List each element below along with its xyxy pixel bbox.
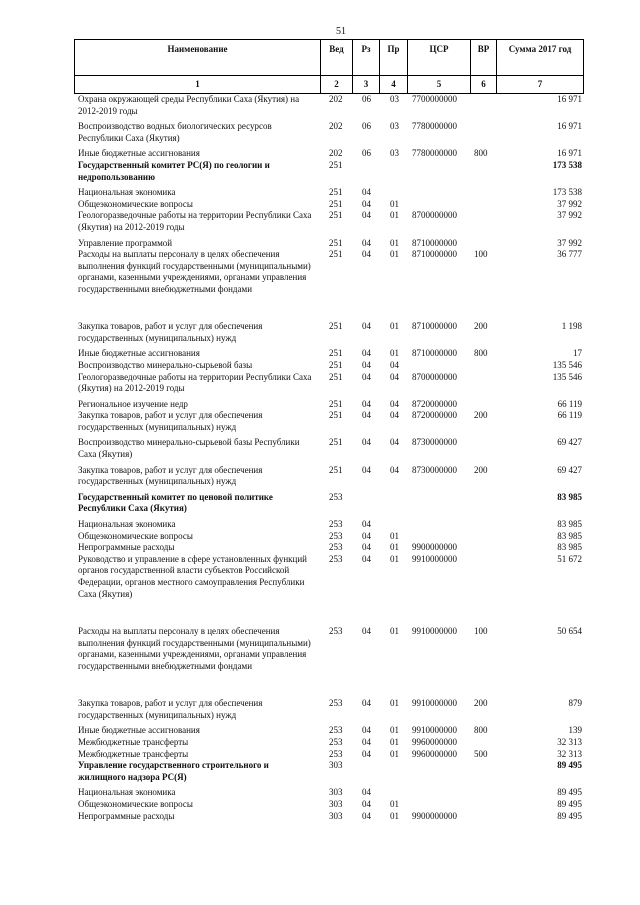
row-vr [470,372,496,399]
row-pr: 01 [390,530,399,541]
row-csr: 9910000000 [412,698,457,709]
row-name: Иные бюджетные ассигнования [78,148,200,159]
row-csr: 7780000000 [412,121,457,132]
row-ved: 253 [329,542,343,553]
table-header-numbers [74,76,584,94]
row-ved: 303 [329,810,343,821]
row-csr [407,799,470,811]
row-csr: 8730000000 [412,464,457,475]
row-rz [352,492,379,519]
row-vr: 200 [474,464,488,475]
row-rz: 04 [362,371,371,382]
row-ved: 253 [329,519,343,530]
budget-table [74,39,584,822]
row-name: Закупка товаров, работ и услуг для обеспечения государственных (муниципальных) нужд [78,698,263,720]
row-name: Закупка товаров, работ и услуг для обеспечения государственных (муниципальных) нужд [78,321,263,343]
table-row [74,542,584,554]
row-sum: 83 985 [557,530,582,541]
table-row [74,249,584,321]
row-csr [407,160,470,187]
row-csr: 8700000000 [412,210,457,221]
row-vr: 200 [474,698,488,709]
row-name: Руководство и управление в сфере установленных функций органов государственной власти субъектов Российской Федерации, органов местного самоуправления Республики Саха (Якутия) [78,553,307,599]
row-rz: 04 [362,542,371,553]
row-vr [470,399,496,411]
row-name: Национальная экономика [78,787,176,798]
row-csr: 8710000000 [412,249,457,260]
header-vr: ВР [470,40,496,75]
row-ved: 253 [329,626,343,637]
row-name: Закупка товаров, работ и услуг для обеспечения государственных (муниципальных) нужд [78,410,263,432]
row-pr: 03 [390,94,399,104]
row-pr: 04 [390,398,399,409]
row-csr: 9900000000 [412,810,457,821]
row-ved: 303 [329,760,343,771]
page-number: 51 [336,26,346,37]
row-pr: 01 [390,698,399,709]
row-sum: 16 971 [557,94,582,104]
row-vr [470,531,496,543]
row-ved: 251 [329,187,343,198]
row-vr [470,238,496,250]
row-vr [470,121,496,148]
table-row [74,94,584,121]
row-sum: 69 427 [557,464,582,475]
row-rz: 04 [362,187,371,198]
row-vr [470,187,496,199]
row-pr: 01 [390,626,399,637]
row-rz: 04 [362,810,371,821]
header-name: Наименование [74,40,320,75]
row-sum: 135 546 [552,371,582,382]
row-name: Охрана окружающей среды Республики Саха (Якутия) на 2012-2019 годы [78,94,300,116]
row-sum: 173 538 [552,159,582,170]
row-pr: 01 [390,748,399,759]
row-ved: 251 [329,410,343,421]
row-vr: 500 [474,748,488,759]
table-row [74,348,584,360]
row-vr [470,210,496,237]
row-rz: 04 [362,798,371,809]
row-sum: 83 985 [557,491,582,502]
row-csr: 8700000000 [412,371,457,382]
table-row [74,121,584,148]
row-ved: 251 [329,437,343,448]
row-rz: 04 [362,437,371,448]
row-pr: 04 [390,410,399,421]
row-sum: 36 777 [557,249,582,260]
row-csr: 8710000000 [412,237,457,248]
row-rz: 06 [362,148,371,159]
row-name: Национальная экономика [78,187,176,198]
header-number: 7 [496,76,584,93]
row-vr [470,492,496,519]
row-csr: 8720000000 [412,410,457,421]
row-name: Общеэкономические вопросы [78,530,193,541]
row-pr [379,760,407,787]
row-name: Региональное изучение недр [78,398,188,409]
row-name: Закупка товаров, работ и услуг для обеспечения государственных (муниципальных) нужд [78,464,263,487]
table-row [74,399,584,411]
row-rz: 04 [362,410,371,421]
row-sum: 51 672 [557,553,582,564]
table-row [74,372,584,399]
row-pr: 01 [390,237,399,248]
row-rz: 04 [362,348,371,359]
header-number: 6 [470,76,496,93]
row-ved: 303 [329,798,343,809]
row-name: Государственный комитет РС(Я) по геологии и недропользованию [78,159,270,182]
row-pr: 04 [390,359,399,370]
row-vr [470,811,496,823]
row-csr: 9960000000 [412,748,457,759]
table-row [74,554,584,626]
row-sum: 879 [568,698,582,709]
row-csr [407,519,470,531]
row-csr [407,787,470,799]
row-sum: 66 119 [557,410,582,421]
row-name: Национальная экономика [78,519,176,530]
table-row [74,531,584,543]
row-name: Геологоразведочные работы на территории Республики Саха (Якутия) на 2012-2019 годы [78,371,312,394]
table-row [74,737,584,749]
row-name: Иные бюджетные ассигнования [78,725,200,736]
row-csr [407,492,470,519]
row-ved: 202 [329,148,343,159]
row-name: Геологоразведочные работы на территории Республики Саха (Якутия) на 2012-2019 годы [78,210,312,232]
row-name: Иные бюджетные ассигнования [78,348,200,359]
table-row [74,238,584,250]
row-sum: 16 971 [557,121,582,132]
header-sum: Сумма 2017 год [496,40,584,75]
table-row [74,321,584,348]
row-ved: 202 [329,121,343,132]
table-row [74,725,584,737]
row-vr: 800 [474,148,488,159]
row-pr [379,519,407,531]
row-csr [407,199,470,211]
row-csr [407,187,470,199]
row-vr [470,94,496,121]
row-sum: 16 971 [557,148,582,159]
row-vr [470,787,496,799]
row-name: Государственный комитет по ценовой политике Республики Саха (Якутия) [78,491,273,514]
row-vr: 100 [474,626,488,637]
row-csr: 8710000000 [412,321,457,332]
row-sum: 17 [573,348,582,359]
row-pr: 01 [390,553,399,564]
row-csr: 8710000000 [412,348,457,359]
row-name: Воспроизводство минерально-сырьевой базы Республики Саха (Якутия) [78,437,300,460]
table-row [74,465,584,492]
row-sum: 135 546 [552,359,582,370]
row-sum: 89 495 [557,760,582,771]
row-pr: 01 [390,249,399,260]
row-pr: 04 [390,464,399,475]
table-row [74,811,584,823]
row-sum: 89 495 [557,787,582,798]
table-row [74,160,584,187]
row-name: Общеэкономические вопросы [78,198,193,209]
row-sum: 37 992 [557,198,582,209]
row-ved: 251 [329,210,343,221]
table-row [74,749,584,761]
row-ved: 253 [329,553,343,564]
row-sum: 37 992 [557,210,582,221]
row-name: Управление государственного строительного и жилищного надзора РС(Я) [78,760,269,782]
row-csr: 9910000000 [412,626,457,637]
row-vr: 800 [474,725,488,736]
row-pr: 01 [390,725,399,736]
row-pr [379,187,407,199]
header-ved: Вед [320,40,352,75]
row-name: Общеэкономические вопросы [78,798,193,809]
row-vr [470,519,496,531]
row-rz: 04 [362,725,371,736]
header-number: 4 [379,76,407,93]
row-ved: 253 [329,725,343,736]
row-sum: 89 495 [557,798,582,809]
row-vr: 200 [474,410,488,421]
row-pr: 03 [390,121,399,132]
row-ved: 202 [329,94,343,104]
table-row [74,210,584,237]
row-vr [470,542,496,554]
row-pr [379,492,407,519]
row-pr [379,787,407,799]
row-rz: 04 [362,359,371,370]
row-ved: 251 [329,371,343,382]
row-sum: 173 538 [552,187,582,198]
row-rz: 04 [362,210,371,221]
header-csr: ЦСР [407,40,470,75]
row-csr: 9900000000 [412,542,457,553]
table-row [74,492,584,519]
row-csr: 7700000000 [412,94,457,104]
row-rz: 04 [362,519,371,530]
row-pr: 04 [390,371,399,382]
header-number: 3 [352,76,379,93]
row-csr: 9960000000 [412,736,457,747]
row-name: Межбюджетные трансферты [78,736,189,747]
row-rz: 04 [362,321,371,332]
row-vr [470,799,496,811]
row-vr [470,760,496,787]
row-vr: 800 [474,348,488,359]
row-sum: 69 427 [557,437,582,448]
row-sum: 83 985 [557,519,582,530]
row-pr: 01 [390,542,399,553]
row-pr: 03 [390,148,399,159]
row-rz: 04 [362,464,371,475]
row-ved: 251 [329,237,343,248]
table-body [74,94,584,822]
row-sum: 66 119 [557,398,582,409]
row-vr: 200 [474,321,488,332]
row-pr: 01 [390,798,399,809]
row-sum: 32 313 [557,748,582,759]
row-rz: 04 [362,237,371,248]
row-rz: 04 [362,398,371,409]
table-row [74,698,584,725]
row-pr: 01 [390,810,399,821]
row-csr [407,760,470,787]
row-vr [470,160,496,187]
row-rz: 04 [362,553,371,564]
row-ved: 253 [329,530,343,541]
row-pr: 01 [390,736,399,747]
row-sum: 139 [568,725,582,736]
row-rz: 04 [362,530,371,541]
header-pr: Пр [379,40,407,75]
row-rz [352,760,379,787]
row-vr: 100 [474,249,488,260]
header-number: 2 [320,76,352,93]
row-sum: 50 654 [557,626,582,637]
row-name: Расходы на выплаты персоналу в целях обеспечения выполнения функций государственными (муниципальными) органами, казенными учреждениями, органами управления государственными внебюджетными фондами [78,626,311,671]
row-ved: 251 [329,321,343,332]
row-ved: 251 [329,398,343,409]
header-number: 1 [74,76,320,93]
row-rz: 04 [362,249,371,260]
row-pr: 04 [390,437,399,448]
row-ved: 253 [329,491,343,502]
row-sum: 1 198 [561,321,582,332]
row-ved: 251 [329,348,343,359]
table-row [74,760,584,787]
table-row [74,148,584,160]
row-ved: 251 [329,464,343,475]
row-ved: 251 [329,249,343,260]
row-rz: 04 [362,787,371,798]
header-rz: Рз [352,40,379,75]
row-rz: 04 [362,198,371,209]
row-csr: 8720000000 [412,398,457,409]
row-csr: 9910000000 [412,553,457,564]
table-row [74,199,584,211]
table-row [74,437,584,464]
row-name: Межбюджетные трансферты [78,748,189,759]
row-rz: 06 [362,121,371,132]
row-ved: 253 [329,698,343,709]
row-ved: 251 [329,198,343,209]
row-name: Расходы на выплаты персоналу в целях обеспечения выполнения функций государственными (муниципальными) органами, казенными учреждениями, органами управления государственными внебюджетными фондами [78,249,311,294]
row-vr [470,437,496,464]
table-row [74,787,584,799]
row-pr [379,160,407,187]
row-pr: 01 [390,210,399,221]
row-rz [352,160,379,187]
row-name: Непрограммные расходы [78,542,175,553]
row-rz: 04 [362,626,371,637]
row-csr [407,531,470,543]
row-pr: 01 [390,198,399,209]
row-ved: 251 [329,159,343,170]
row-vr [470,360,496,372]
table-row [74,519,584,531]
table-row [74,626,584,698]
row-name: Непрограммные расходы [78,810,175,821]
row-name: Управление программой [78,237,173,248]
row-sum: 83 985 [557,542,582,553]
row-ved: 251 [329,359,343,370]
row-ved: 303 [329,787,343,798]
row-pr: 01 [390,321,399,332]
table-row [74,360,584,372]
table-row [74,799,584,811]
row-rz: 04 [362,748,371,759]
row-rz: 04 [362,698,371,709]
table-row [74,187,584,199]
row-name: Воспроизводство водных биологических ресурсов Республики Саха (Якутия) [78,121,272,143]
row-vr [470,554,496,626]
row-vr [470,737,496,749]
row-ved: 253 [329,736,343,747]
row-ved: 253 [329,748,343,759]
table-header [74,39,584,76]
row-csr [407,360,470,372]
row-sum: 32 313 [557,736,582,747]
row-vr [470,199,496,211]
row-csr: 8730000000 [412,437,457,448]
row-sum: 89 495 [557,810,582,821]
header-number: 5 [407,76,470,93]
table-row [74,410,584,437]
row-csr: 9910000000 [412,725,457,736]
row-sum: 37 992 [557,237,582,248]
row-rz: 04 [362,736,371,747]
row-name: Воспроизводство минерально-сырьевой базы [78,359,253,370]
row-csr: 7780000000 [412,148,457,159]
row-rz: 06 [362,94,371,104]
row-pr: 01 [390,348,399,359]
